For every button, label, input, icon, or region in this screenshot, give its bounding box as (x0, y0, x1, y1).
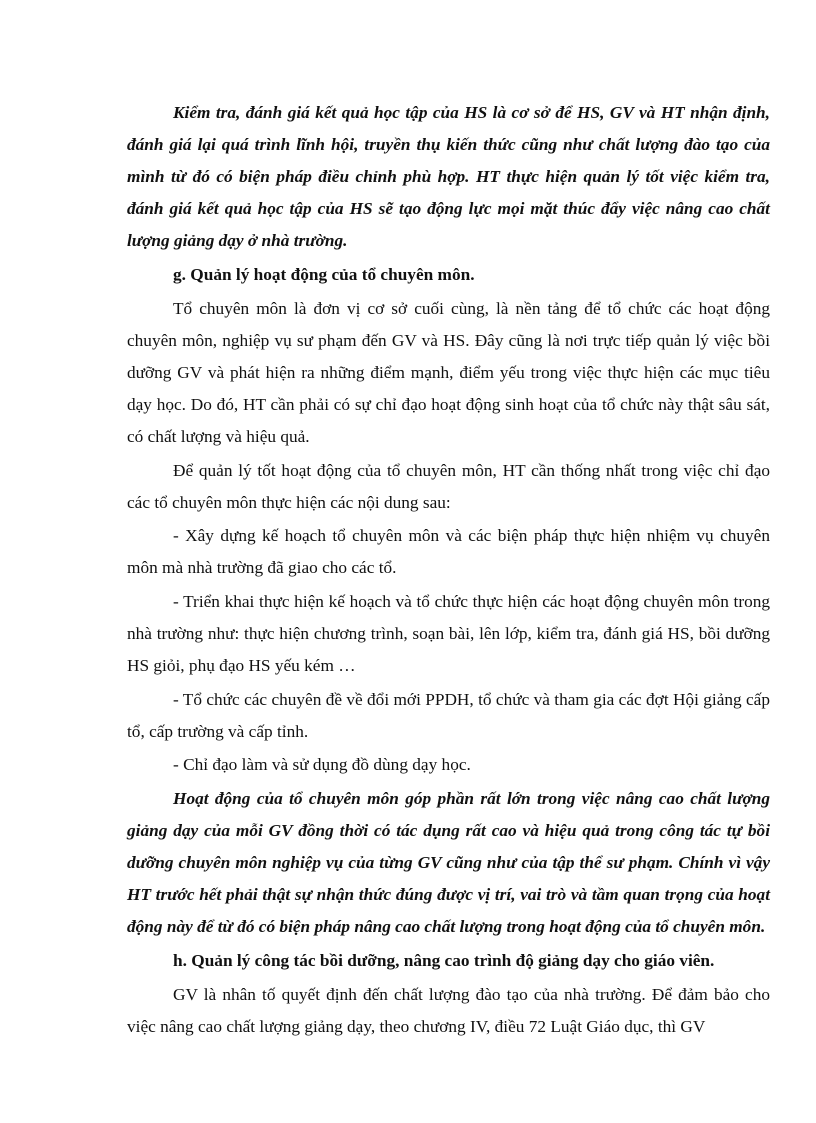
bullet-plan: - Xây dựng kế hoạch tổ chuyên môn và các biện pháp thực hiện nhiệm vụ chuyên môn mà nhà trường đã giao cho các tổ. (127, 526, 770, 578)
paragraph-department-summary: Hoạt động của tổ chuyên môn góp phần rất lớn trong việc nâng cao chất lượng giảng dạy của mỗi GV đồng thời có tác dụng rất cao và hiệu quả trong công tác tự bồi dưỡng chuyên môn nghiệp vụ của từng GV cũng như của tập thể sư phạm. Chính vì vậy HT trước hết phải thật sự nhận thức đúng được vị trí, vai trò và tầm quan trọng của hoạt động này để từ đó có biện pháp nâng cao chất lượng trong hoạt động của tổ chuyên môn. (127, 788, 770, 937)
paragraph-department-role: Tổ chuyên môn là đơn vị cơ sở cuối cùng, là nền tảng để tổ chức các hoạt động chuyên môn, nghiệp vụ sư phạm đến GV và HS. Đây cũng là nơi trực tiếp quản lý việc bồi dưỡng GV và phát hiện ra những điểm mạnh, điểm yếu trong việc thực hiện các mục tiêu dạy học. Do đó, HT cần phải có sự chỉ đạo hoạt động sinh hoạt của tổ chức này thật sâu sát, có chất lượng và hiệu quả. (127, 298, 770, 446)
bullet-topics: - Tổ chức các chuyên đề về đổi mới PPDH, tổ chức và tham gia các đợt Hội giảng cấp tổ, cấp trường và cấp tỉnh. (127, 689, 770, 741)
paragraph-assessment-summary: Kiểm tra, đánh giá kết quả học tập của HS là cơ sở để HS, GV và HT nhận định, đánh giá lại quá trình lĩnh hội, truyền thụ kiến thức cũng như chất lượng đào tạo của mình từ đó có biện pháp điều chỉnh phù hợp. HT thực hiện quản lý tốt việc kiểm tra, đánh giá kết quả học tập của HS sẽ tạo động lực mọi mặt thúc đẩy việc nâng cao chất lượng giảng dạy ở nhà trường. (127, 103, 770, 251)
paragraph-management-intro: Để quản lý tốt hoạt động của tổ chuyên môn, HT cần thống nhất trong việc chỉ đạo các tổ chuyên môn thực hiện các nội dung sau: (127, 460, 770, 512)
bullet-implement: - Triển khai thực hiện kế hoạch và tổ chức thực hiện các hoạt động chuyên môn trong nhà trường như: thực hiện chương trình, soạn bài, lên lớp, kiểm tra, đánh giá HS, bồi dưỡng HS giỏi, phụ đạo HS yếu kém … (127, 591, 770, 676)
document-page (127, 97, 770, 1044)
bullet-teaching-aids: - Chỉ đạo làm và sử dụng đồ dùng dạy học. (173, 755, 471, 775)
paragraph-teacher-factor: GV là nhân tố quyết định đến chất lượng đào tạo của nhà trường. Để đảm bảo cho việc nâng cao chất lượng giảng dạy, theo chương IV, điều 72 Luật Giáo dục, thì GV (127, 984, 770, 1036)
section-heading-g: g. Quản lý hoạt động của tổ chuyên môn. (173, 264, 475, 284)
section-heading-h: h. Quản lý công tác bồi dưỡng, nâng cao trình độ giảng dạy cho giáo viên. (173, 950, 715, 970)
